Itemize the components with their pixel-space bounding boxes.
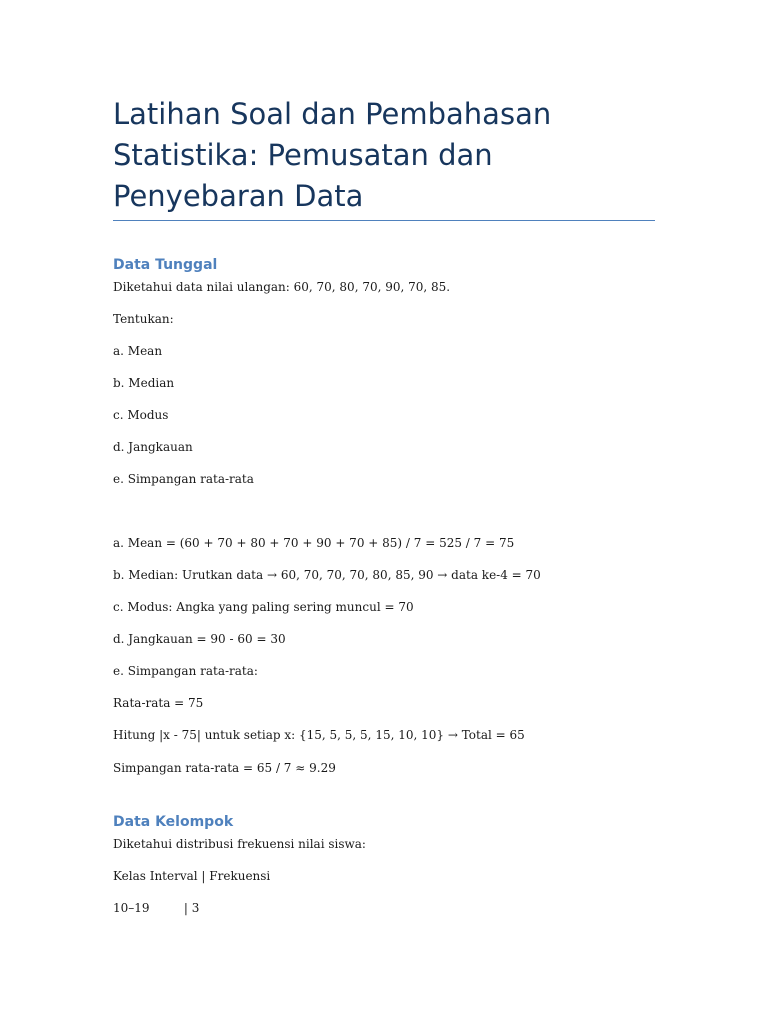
answer-line: d. Jangkauan = 90 - 60 = 30 (113, 632, 286, 646)
table-row-line: 10–19 | 3 (113, 901, 200, 915)
question-item: b. Median (113, 376, 175, 390)
paragraph-intro-tunggal: Diketahui data nilai ulangan: 60, 70, 80, 70, 90, 70, 85. (113, 280, 451, 294)
question-item: a. Mean (113, 344, 163, 358)
section-heading-data-tunggal: Data Tunggal (113, 257, 218, 273)
section-heading-data-kelompok: Data Kelompok (113, 814, 234, 830)
answer-line: Simpangan rata-rata = 65 / 7 ≈ 9.29 (113, 761, 336, 775)
question-item: d. Jangkauan (113, 440, 193, 454)
document-title: Latihan Soal dan Pembahasan Statistika: Pemusatan dan Penyebaran Data (113, 97, 552, 213)
table-header-line: Kelas Interval | Frekuensi (113, 869, 271, 883)
question-item: e. Simpangan rata-rata (113, 472, 254, 486)
answer-line: c. Modus: Angka yang paling sering muncul = 70 (113, 600, 414, 614)
paragraph-prompt: Tentukan: (113, 312, 174, 326)
answer-line: e. Simpangan rata-rata: (113, 664, 258, 678)
answer-line: a. Mean = (60 + 70 + 80 + 70 + 90 + 70 + 85) / 7 = 525 / 7 = 75 (113, 536, 515, 550)
title-underline (113, 220, 655, 221)
answer-line: Rata-rata = 75 (113, 696, 204, 710)
answer-line: Hitung |x - 75| untuk setiap x: {15, 5, 5, 5, 15, 10, 10} → Total = 65 (113, 728, 525, 742)
question-item: c. Modus (113, 408, 169, 422)
paragraph-intro-kelompok: Diketahui distribusi frekuensi nilai siswa: (113, 837, 366, 851)
answer-line: b. Median: Urutkan data → 60, 70, 70, 70, 80, 85, 90 → data ke-4 = 70 (113, 568, 541, 582)
